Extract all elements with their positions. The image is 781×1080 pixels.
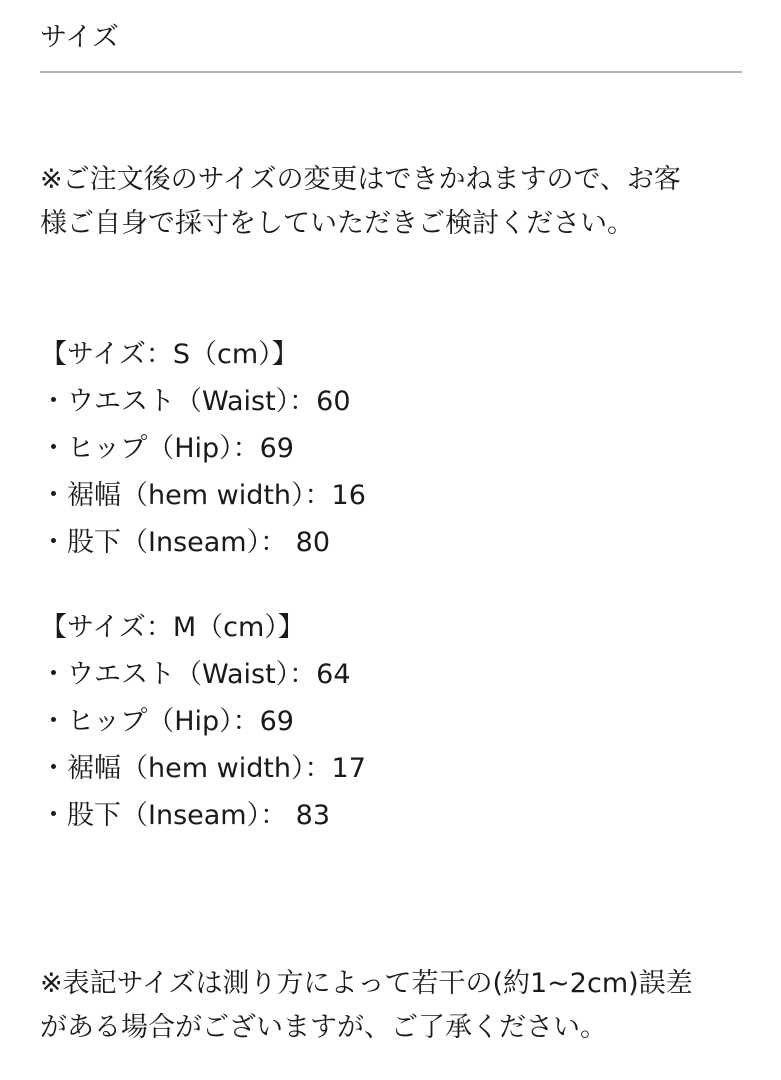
size-heading: 【サイズ：M（cm）】 xyxy=(40,612,305,643)
size-table-m xyxy=(40,604,366,839)
measurement-hip: ・ヒップ（Hip）：69 xyxy=(40,706,294,737)
footnote-line: ※表記サイズは測り方によって若干の(約1~2cm)誤差 xyxy=(40,968,693,999)
notice-line: ※ご注文後のサイズの変更はできかねますので、お客 xyxy=(40,164,681,195)
footnote-line: がある場合がございますが、ご了承ください。 xyxy=(40,1012,607,1043)
title-divider xyxy=(40,71,742,73)
size-table-s xyxy=(40,331,366,566)
size-heading: 【サイズ：S（cm）】 xyxy=(40,339,299,370)
size-change-notice xyxy=(40,158,742,246)
section-title: サイズ xyxy=(40,22,119,53)
measurement-hem-width: ・裾幅（hem width）：16 xyxy=(40,480,366,511)
measurement-hem-width: ・裾幅（hem width）：17 xyxy=(40,753,366,784)
measurement-hip: ・ヒップ（Hip）：69 xyxy=(40,433,294,464)
measurement-waist: ・ウエスト（Waist）：64 xyxy=(40,659,351,690)
measurement-inseam: ・股下（Inseam）： 80 xyxy=(40,527,331,558)
measurement-waist: ・ウエスト（Waist）：60 xyxy=(40,386,351,417)
notice-line: 様ご自身で採寸をしていただきご検討ください。 xyxy=(40,208,634,239)
measurement-footnote xyxy=(40,962,742,1050)
measurement-inseam: ・股下（Inseam）： 83 xyxy=(40,800,331,831)
